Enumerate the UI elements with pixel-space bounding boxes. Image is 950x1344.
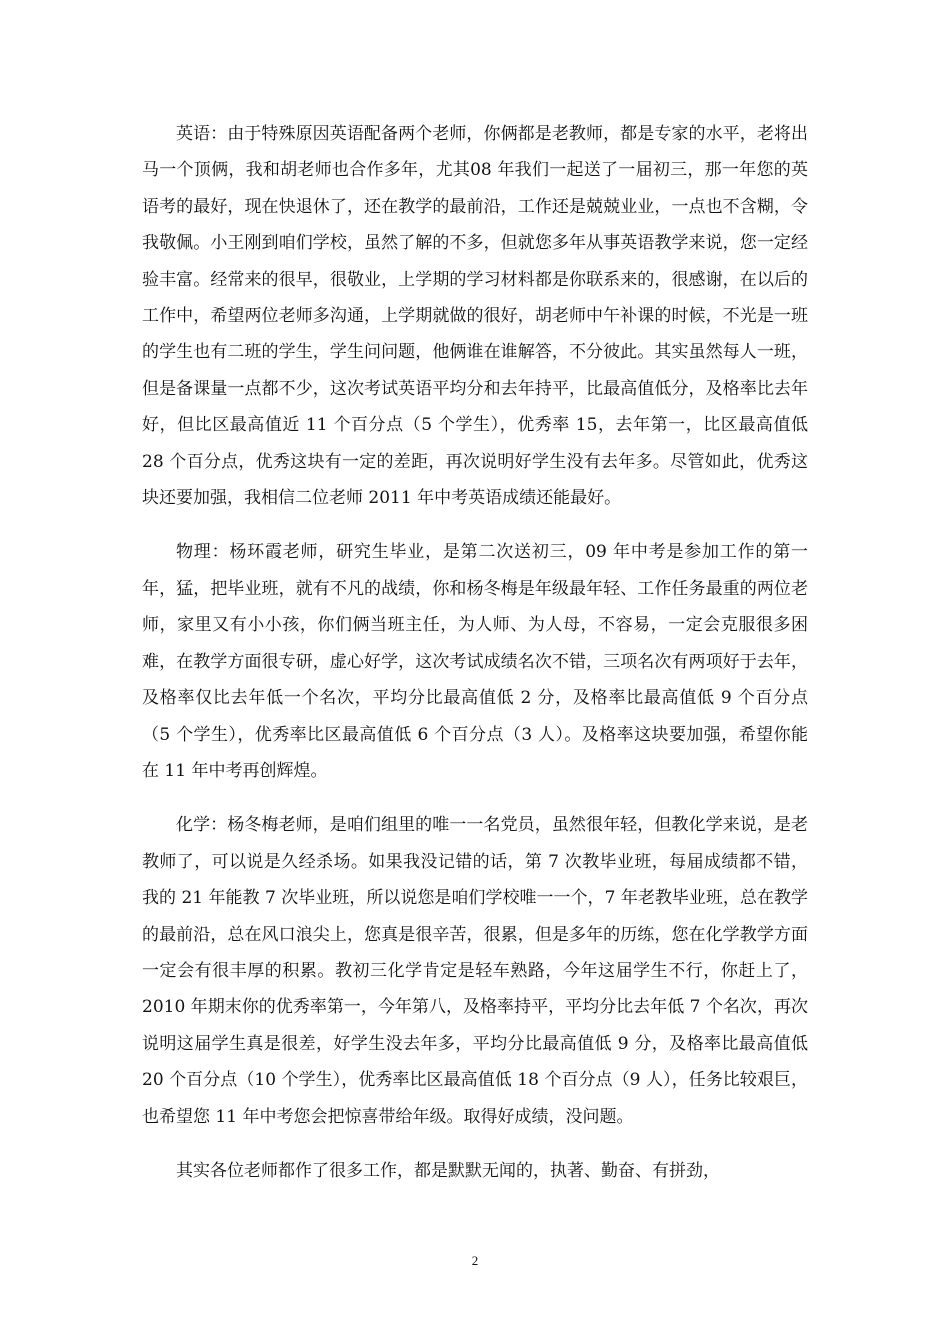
paragraph-chemistry: 化学：杨冬梅老师，是咱们组里的唯一一名党员，虽然很年轻，但教化学来说，是老教师了，可以说是久经杀场。如果我没记错的话，第 7 次教毕业班，每届成绩都不错，我的 21 年能教 7 次毕业班，所以说您是咱们学校唯一一个，7 年老教毕业班，总在教学的最前沿，总在风口浪尖上，您真是很辛苦，很累，但是多年的历练，您在化学教学方面一定会有很丰厚的积累。教初三化学肯定是轻车熟路，今年这届学生不行，你赶上了，2010 年期末你的优秀率第一，今年第八，及格率持平，平均分比去年低 7 个名次，再次说明这届学生真是很差，好学生没去年多，平均分比最高值低 9 分，及格率比最高值低 20 个百分点（10 个学生），优秀率比区最高值低 18 个百分点（9 人），任务比较艰巨，也希望您 11 年中考您会把惊喜带给年级。取得好成绩，没问题。 (142, 815, 808, 1127)
paragraph-english: 英语：由于特殊原因英语配备两个老师，你俩都是老教师，都是专家的水平，老将出马一个顶俩，我和胡老师也合作多年，尤其08 年我们一起送了一届初三，那一年您的英语考的最好，现在快退休了，还在教学的最前沿，工作还是兢兢业业，一点也不含糊，令我敬佩。小王刚到咱们学校，虽然了解的不多，但就您多年从事英语教学来说，您一定经验丰富。经常来的很早，很敬业，上学期的学习材料都是你联系来的，很感谢，在以后的工作中，希望两位老师多沟通，上学期就做的很好，胡老师中午补课的时候，不光是一班的学生也有二班的学生，学生问问题，他俩谁在谁解答，不分彼此。其实虽然每人一班，但是备课量一点都不少，这次考试英语平均分和去年持平，比最高值低分，及格率比去年好，但比区最高值近 11 个百分点（5 个学生），优秀率 15，去年第一，比区最高值低 28 个百分点，优秀这块有一定的差距，再次说明好学生没有去年多。尽管如此，优秀这块还要加强，我相信二位老师 2011 年中考英语成绩还能最好。 (142, 124, 808, 509)
paragraph-physics: 物理：杨环霞老师，研究生毕业，是第二次送初三，09 年中考是参加工作的第一年，猛，把毕业班，就有不凡的战绩，你和杨冬梅是年级最年轻、工作任务最重的两位老师，家里又有小小孩，你们俩当班主任，为人师、为人母，不容易，一定会克服很多困难，在教学方面很专研，虚心好学，这次考试成绩名次不错，三项名次有两项好于去年，及格率仅比去年低一个名次，平均分比最高值低 2 分，及格率比最高值低 9 个百分点（5 个学生），优秀率比区最高值低 6 个百分点（3 人）。及格率这块要加强，希望你能在 11 年中考再创辉煌。 (142, 542, 808, 781)
page-number: 2 (471, 1253, 479, 1268)
document-body (142, 116, 808, 1189)
paragraph-closing: 其实各位老师都作了很多工作，都是默默无闻的，执著、勤奋、有拼劲， (176, 1160, 720, 1181)
